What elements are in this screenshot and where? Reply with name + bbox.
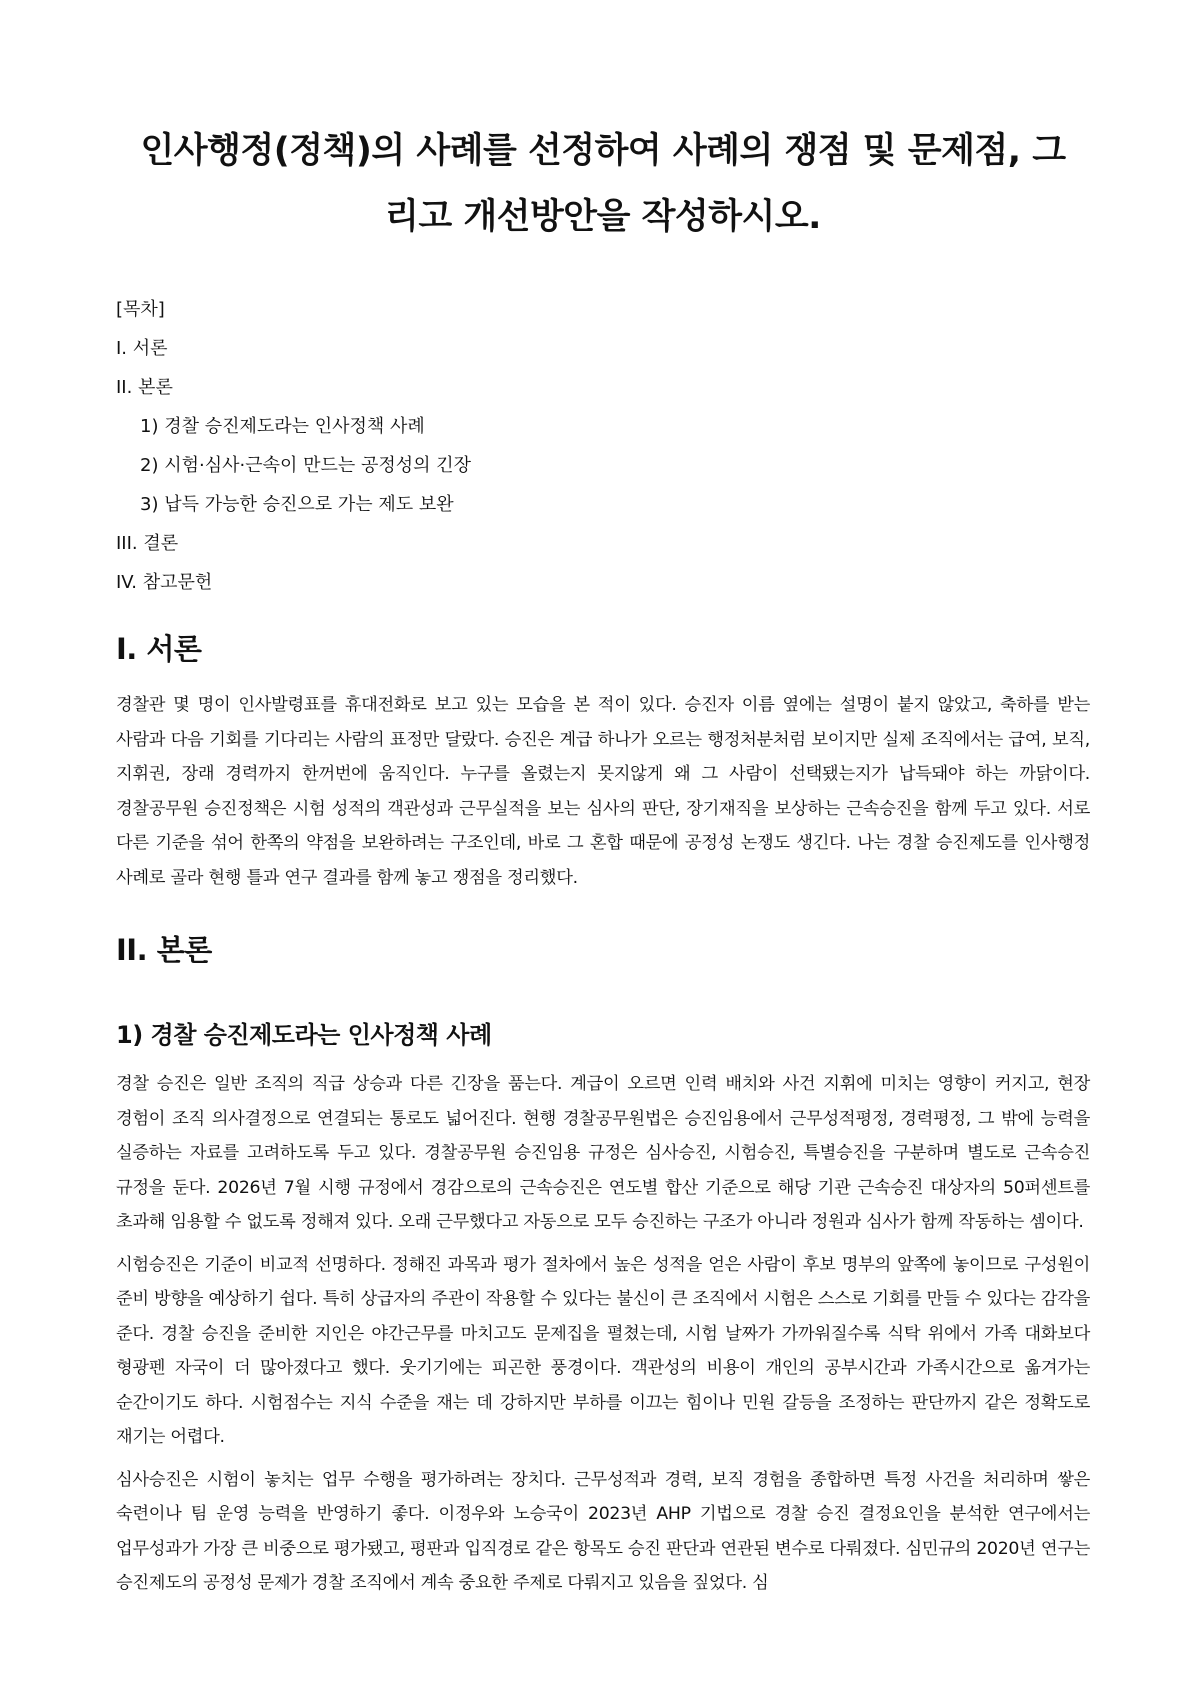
table-of-contents — [116, 290, 1090, 602]
intro-paragraph: 경찰관 몇 명이 인사발령표를 휴대전화로 보고 있는 모습을 본 적이 있다. 승진자 이름 옆에는 설명이 붙지 않았고, 축하를 받는 사람과 다음 기회를 기다리는 사람의 표정만 달랐다. 승진은 계급 하나가 오르는 행정처분처럼 보이지만 실제 조직에서는 급여, 보직, 지휘권, 장래 경력까지 한꺼번에 움직인다. 누구를 올렸는지 못지않게 왜 그 사람이 선택됐는지가 납득돼야 하는 까닭이다. 경찰공무원 승진정책은 시험 성적의 객관성과 근무실적을 보는 심사의 판단, 장기재직을 보상하는 근속승진을 함께 두고 있다. 서로 다른 기준을 섞어 한쪽의 약점을 보완하려는 구조인데, 바로 그 혼합 때문에 공정성 논쟁도 생긴다. 나는 경찰 승진제도를 인사행정 사례로 골라 현행 틀과 연구 결과를 함께 놓고 쟁점을 정리했다. — [116, 695, 1090, 888]
document-title: 인사행정(정책)의 사례를 선정하여 사례의 쟁점 및 문제점, 그리고 개선방안을 작성하시오. — [140, 131, 1066, 237]
toc-subitem-fairness-tension: 2) 시험·심사·근속이 만드는 공정성의 긴장 — [140, 455, 472, 476]
body-paragraph: 심사승진은 시험이 놓치는 업무 수행을 평가하려는 장치다. 근무성적과 경력, 보직 경험을 종합하면 특정 사건을 처리하며 쌓은 숙련이나 팀 운영 능력을 반영하기 좋다. 이정우와 노승국이 2023년 AHP 기법으로 경찰 승진 결정요인을 분석한 연구에서는 업무성과가 가장 큰 비중으로 평가됐고, 평판과 입직경로 같은 항목도 승진 판단과 연관된 변수로 다뤄졌다. 심민규의 2020년 연구는 승진제도의 공정성 문제가 경찰 조직에서 계속 중요한 주제로 다뤄지고 있음을 짚었다. 심 — [116, 1469, 1090, 1593]
body-paragraph: 경찰 승진은 일반 조직의 직급 상승과 다른 긴장을 품는다. 계급이 오르면 인력 배치와 사건 지휘에 미치는 영향이 커지고, 현장 경험이 조직 의사결정으로 연결되는 통로도 넓어진다. 현행 경찰공무원법은 승진임용에서 근무성적평정, 경력평정, 그 밖에 능력을 실증하는 자료를 고려하도록 두고 있다. 경찰공무원 승진임용 규정은 심사승진, 시험승진, 특별승진을 구분하며 별도로 근속승진 규정을 둔다. 2026년 7월 시행 규정에서 경감으로의 근속승진은 연도별 합산 기준으로 해당 기관 근속승진 대상자의 50퍼센트를 초과해 임용할 수 없도록 정해져 있다. 오래 근무했다고 자동으로 모두 승진하는 구조가 아니라 정원과 심사가 함께 작동하는 셈이다. — [116, 1074, 1090, 1232]
section-spacer — [116, 903, 1090, 929]
section-heading-main-body: II. 본론 — [116, 933, 212, 967]
toc-subitem-police-promotion-case: 1) 경찰 승진제도라는 인사정책 사례 — [140, 416, 425, 437]
toc-item-references: IV. 참고문헌 — [116, 572, 213, 593]
subsection-heading-police-promotion-case: 1) 경찰 승진제도라는 인사정책 사례 — [116, 1021, 492, 1049]
toc-label: [목차] — [116, 299, 165, 320]
body-paragraph: 시험승진은 기준이 비교적 선명하다. 정해진 과목과 평가 절차에서 높은 성적을 얻은 사람이 후보 명부의 앞쪽에 놓이므로 구성원이 준비 방향을 예상하기 쉽다. 특히 상급자의 주관이 작용할 수 있다는 불신이 큰 조직에서 시험은 스스로 기회를 만들 수 있다는 감각을 준다. 경찰 승진을 준비한 지인은 야간근무를 마치고도 문제집을 펼쳤는데, 시험 날짜가 가까워질수록 식탁 위에서 가족 대화보다 형광펜 자국이 더 많아졌다고 했다. 웃기기에는 피곤한 풍경이다. 객관성의 비용이 개인의 공부시간과 가족시간으로 옮겨가는 순간이기도 하다. 시험점수는 지식 수준을 재는 데 강하지만 부하를 이끄는 힘이나 민원 갈등을 조정하는 판단까지 같은 정확도로 재기는 어렵다. — [116, 1254, 1090, 1447]
toc-item-main-body: II. 본론 — [116, 377, 173, 398]
toc-item-conclusion: III. 결론 — [116, 533, 179, 554]
section-spacer — [116, 989, 1090, 1017]
toc-subitem-system-improvement: 3) 납득 가능한 승진으로 가는 제도 보완 — [140, 494, 454, 515]
toc-item-introduction: I. 서론 — [116, 338, 168, 359]
section-heading-introduction: I. 서론 — [116, 632, 202, 666]
